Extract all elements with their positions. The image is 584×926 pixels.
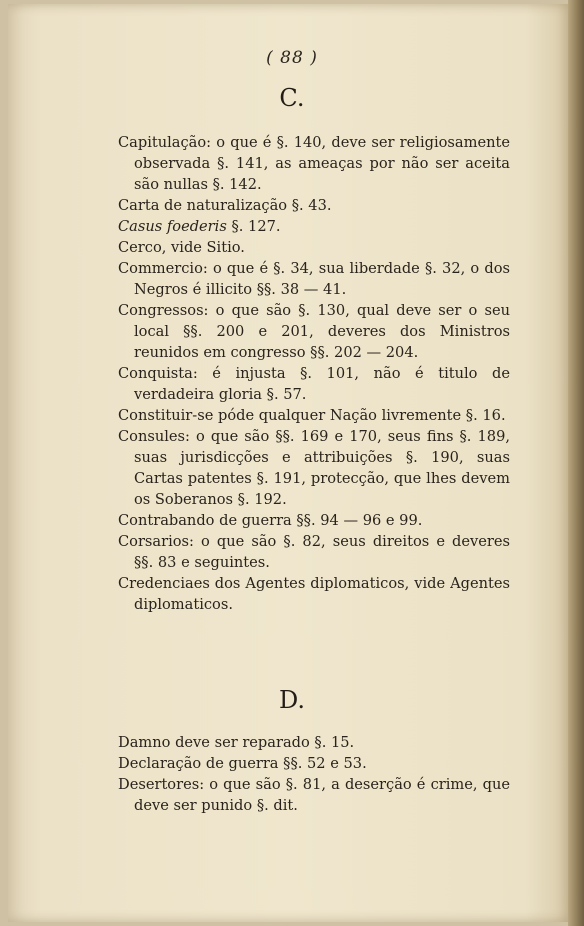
- entry-term: Carta de naturalização: [118, 197, 288, 214]
- entry-text: o que são §. 81, a deserção é crime, que deve ser punido §. dit.: [134, 776, 510, 814]
- entry-term: Declaração de guerra: [118, 755, 279, 772]
- index-entry: [118, 774, 510, 816]
- entry-text: póde qualquer Nação livremente §. 16.: [213, 407, 506, 424]
- entry-text: o que são §. 82, seus direitos e deveres §§. 83 e seguintes.: [134, 533, 510, 571]
- section-heading-c: C.: [279, 84, 305, 112]
- entry-text: o que é §. 140, deve ser religiosamente observada §. 141, as ameaças por não ser aceita são nullas §. 142.: [134, 134, 510, 193]
- entry-text: é injusta §. 101, não é titulo de verdadeira gloria §. 57.: [134, 365, 510, 403]
- entry-term: Contrabando de guerra: [118, 512, 292, 529]
- index-entry: [118, 732, 510, 753]
- book-spine: [568, 0, 584, 926]
- index-entry: [118, 216, 510, 237]
- entry-text: o que é §. 34, sua liberdade §. 32, o dos Negros é illicito §§. 38 — 41.: [134, 260, 510, 298]
- section-heading-d: D.: [278, 686, 305, 714]
- index-entry: [118, 573, 510, 615]
- entry-term: Cerco,: [118, 239, 167, 256]
- entry-term: Consules:: [118, 428, 190, 445]
- index-entry: [118, 426, 510, 510]
- entry-text: §§. 52 e 53.: [278, 755, 367, 772]
- index-entry: [118, 753, 510, 774]
- index-entry: [118, 195, 510, 216]
- index-entry: [118, 300, 510, 363]
- entry-text: deve ser reparado §. 15.: [170, 734, 355, 751]
- entry-text: o que são §§. 169 e 170, seus fins §. 189, suas jurisdicções e attribuições §. 190, suas Cartas patentes §. 191, protecção, que lhes devem os Soberanos §. 192.: [134, 428, 510, 508]
- entries-list-c: [118, 132, 510, 615]
- entry-text: §§. 94 — 96 e 99.: [291, 512, 423, 529]
- index-entry: [118, 510, 510, 531]
- entry-term: Credenciaes: [118, 575, 210, 592]
- entry-text: §. 127.: [226, 218, 281, 235]
- index-entry: [118, 237, 510, 258]
- index-entry: [118, 363, 510, 405]
- entry-term: Commercio:: [118, 260, 208, 277]
- entry-term: Corsarios:: [118, 533, 194, 550]
- entry-term: Casus foederis: [118, 218, 227, 235]
- entries-list-d: [118, 732, 510, 816]
- entry-term: Capitulação:: [118, 134, 212, 151]
- index-entry: [118, 405, 510, 426]
- entry-text: §. 43.: [287, 197, 332, 214]
- page-number: ( 88 ): [266, 48, 318, 68]
- entry-term: Damno: [118, 734, 171, 751]
- entry-term: Conquista:: [118, 365, 198, 382]
- entry-text: dos Agentes diplomaticos, vide Agentes diplomaticos.: [134, 575, 510, 613]
- entry-text: o que são §. 130, qual deve ser o seu local §§. 200 e 201, deveres dos Ministros reunidos em congresso §§. 202 — 204.: [134, 302, 510, 361]
- index-entry: [118, 531, 510, 573]
- entry-text: vide Sitio.: [166, 239, 245, 256]
- index-entry: [118, 258, 510, 300]
- index-entry: [118, 132, 510, 195]
- entry-term: Desertores:: [118, 776, 205, 793]
- entry-term: Constituir-se: [118, 407, 214, 424]
- entry-term: Congressos:: [118, 302, 209, 319]
